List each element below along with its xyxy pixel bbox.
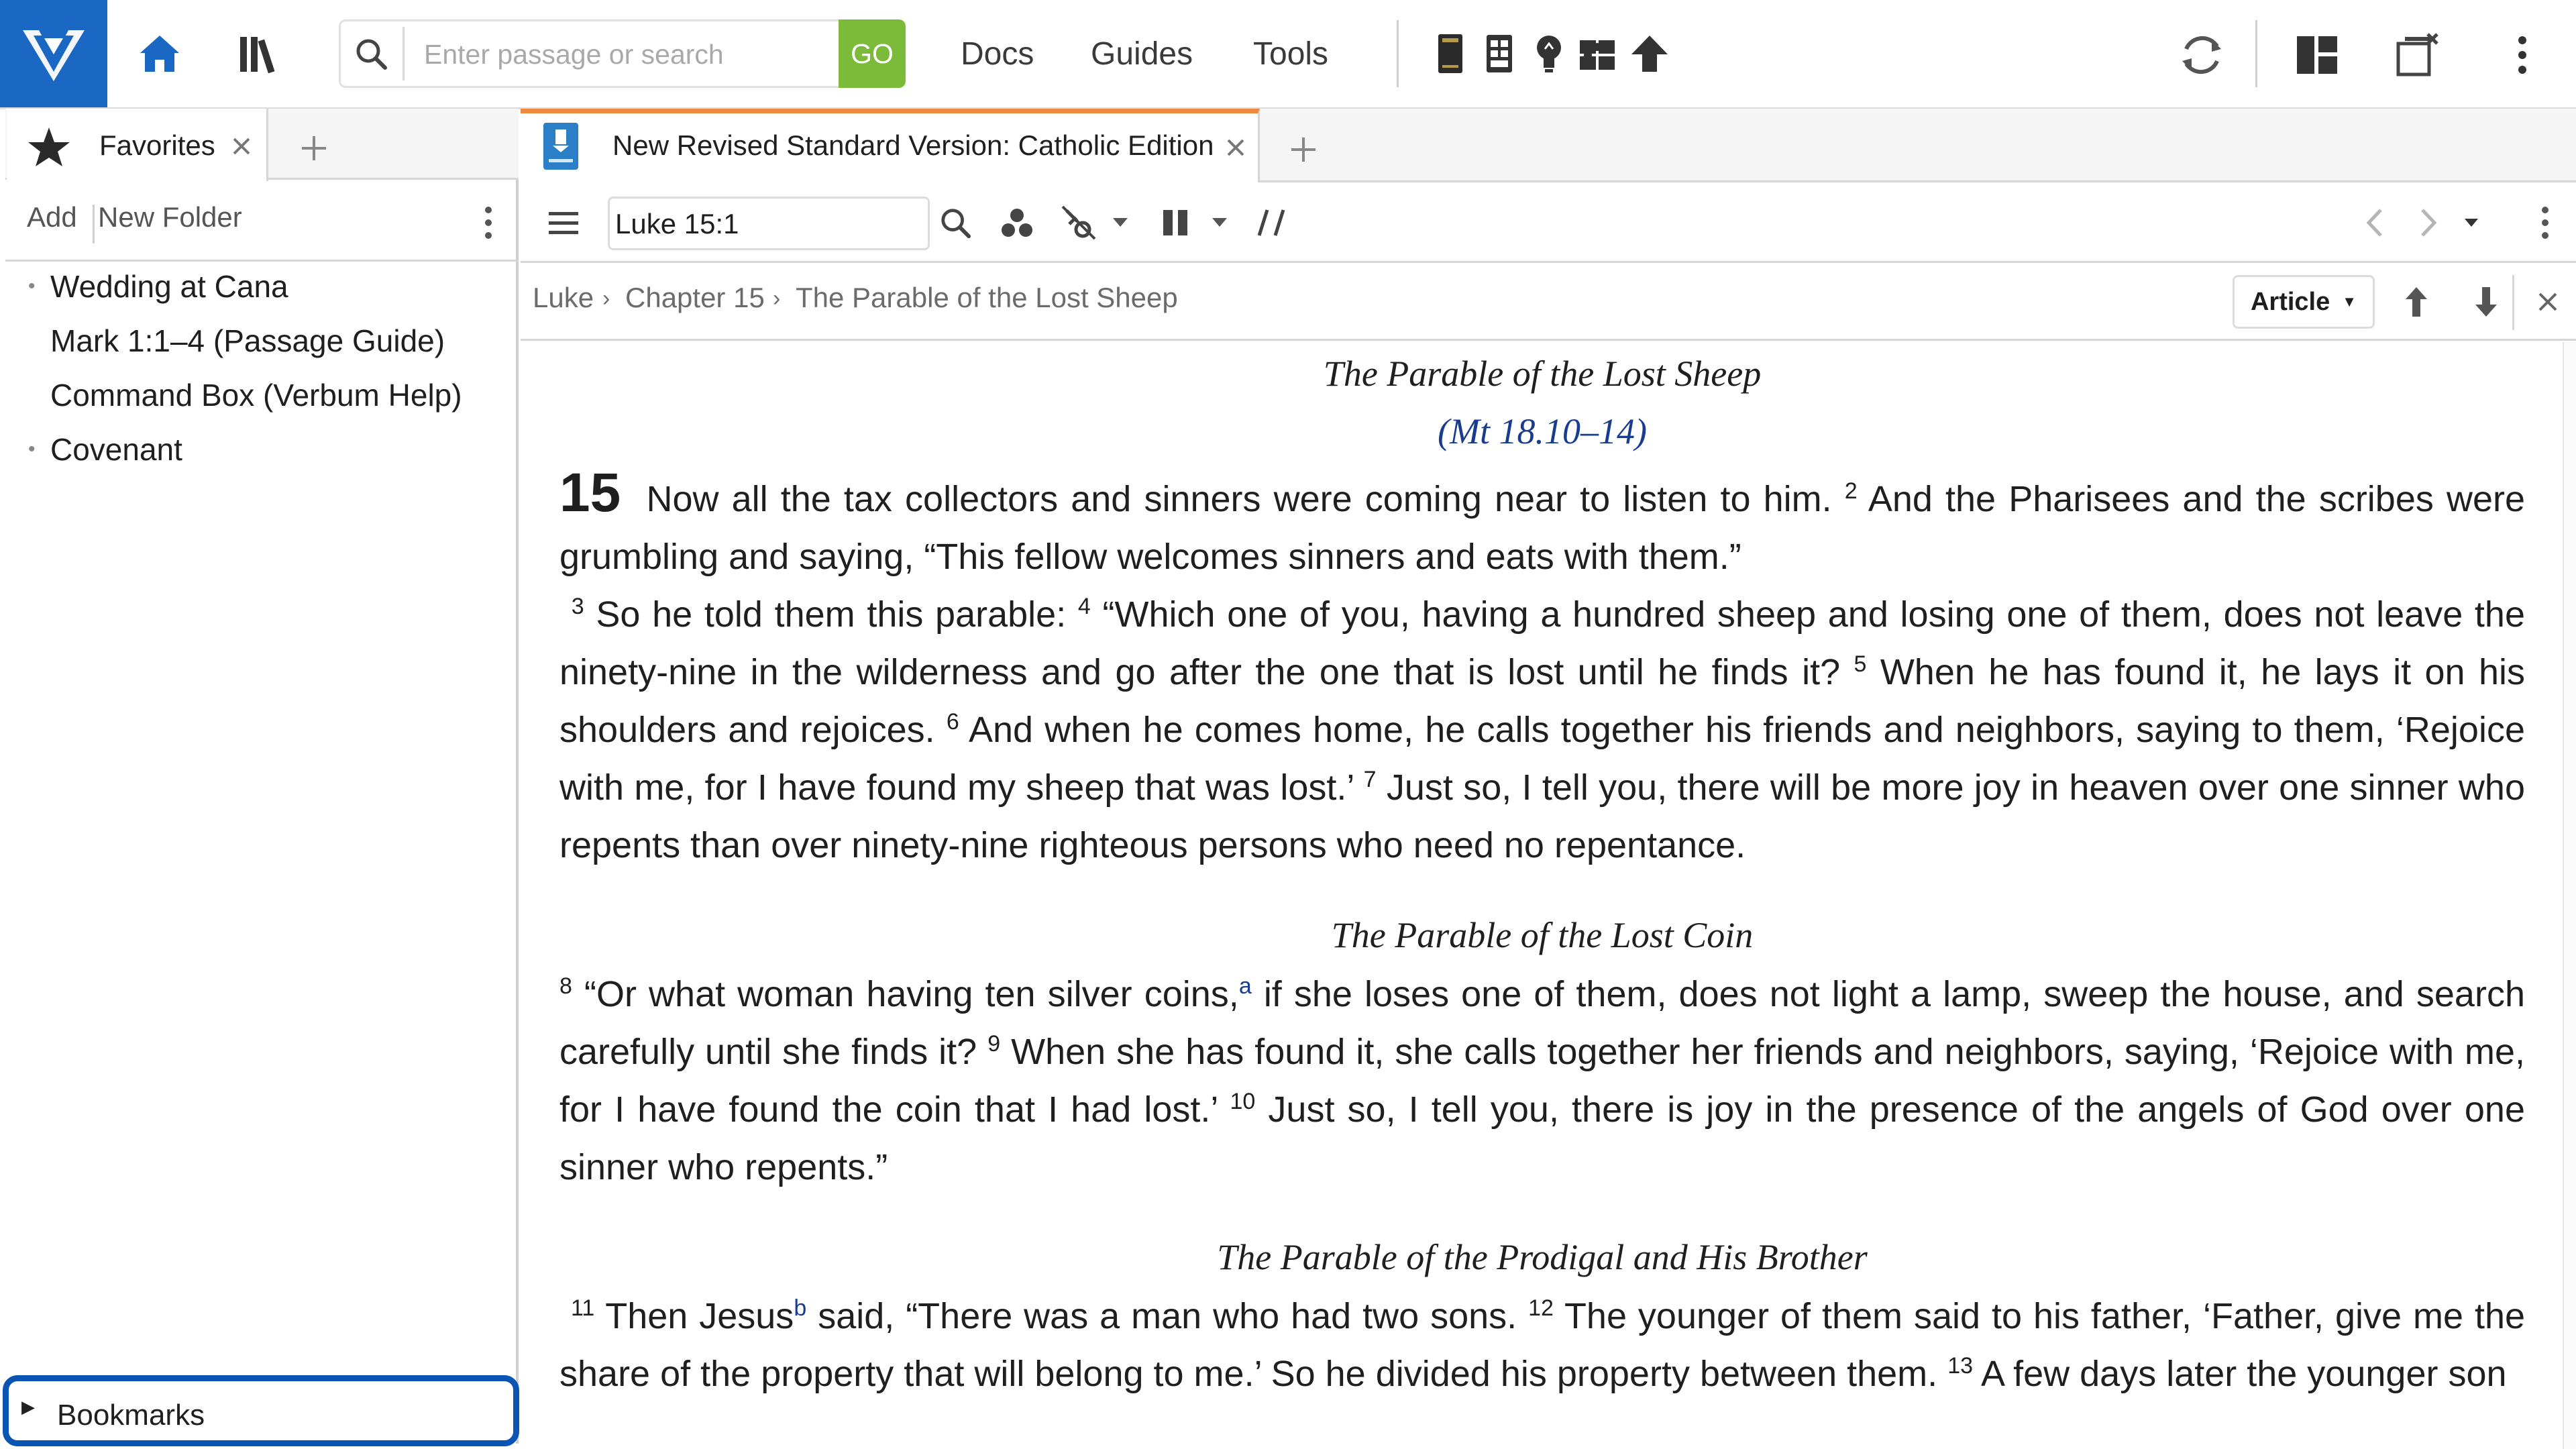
- next-article-icon[interactable]: [2467, 279, 2505, 325]
- favorites-more-icon[interactable]: [476, 201, 500, 244]
- dropdown-caret-icon[interactable]: [1208, 209, 1232, 236]
- toolbar-divider: [93, 205, 95, 244]
- verse-number[interactable]: 9: [987, 1031, 1001, 1057]
- verse-text: A few days later the younger son: [1981, 1354, 2507, 1394]
- document-tab-label: New Revised Standard Version: Catholic Edition: [612, 129, 1214, 161]
- history-dropdown-icon[interactable]: [2459, 212, 2483, 233]
- cross-reference[interactable]: (Mt 18.10–14): [1438, 411, 1647, 451]
- layout-shortcut-icon[interactable]: [1483, 30, 1516, 78]
- verse-text: Now all the tax collectors and sinners were coming near to listen to him.: [646, 479, 1832, 519]
- verse-text: Just so, I tell you, there is joy in the presence of the angels of God over one sinner who repents.”: [559, 1089, 2525, 1187]
- new-folder-button[interactable]: New Folder: [98, 201, 242, 233]
- tree-bullet-icon: •: [28, 275, 36, 297]
- lightbulb-icon[interactable]: [1532, 30, 1566, 78]
- book-cover-icon: [543, 123, 578, 170]
- tree-bullet-icon: •: [28, 438, 36, 460]
- go-button[interactable]: GO: [839, 19, 906, 88]
- reading-pane: [559, 342, 2525, 1449]
- panel-menu-icon[interactable]: [542, 201, 585, 244]
- section-heading: The Parable of the Lost Sheep: [1323, 354, 1762, 394]
- verse-text: “Which one of you, having a hundred sheep and losing one of them, does not leave the ninety-nine in the wilderness and go after the one that is lost until he finds it?: [559, 594, 2525, 692]
- book-shortcut-icon[interactable]: [1434, 30, 1466, 78]
- visual-filter-icon[interactable]: [996, 201, 1038, 244]
- verse-text: “Or what woman having ten silver coins,: [584, 974, 1239, 1014]
- scripture-paragraph: [559, 965, 2525, 1196]
- back-icon[interactable]: [2356, 201, 2394, 244]
- verse-number[interactable]: 6: [946, 709, 959, 735]
- verse-number[interactable]: 3: [571, 594, 584, 619]
- verse-text: And when he comes home, he calls together his friends and neighbors, saying to them, ‘Rejoice with me, for I have found my sheep that was lost.’: [559, 710, 2525, 808]
- scrollbar[interactable]: [2563, 342, 2576, 1449]
- dropdown-caret-icon: ▼: [2342, 293, 2357, 310]
- breadcrumb-section[interactable]: The Parable of the Lost Sheep: [796, 282, 1178, 313]
- menu-guides[interactable]: Guides: [1091, 36, 1193, 72]
- verse-number[interactable]: 5: [1854, 651, 1867, 677]
- forward-icon[interactable]: [2410, 201, 2447, 244]
- favorite-item[interactable]: Wedding at Cana: [50, 269, 288, 304]
- sync-icon[interactable]: [2174, 27, 2230, 83]
- panel-more-icon[interactable]: [2532, 201, 2559, 244]
- dropdown-caret-icon[interactable]: [1108, 209, 1132, 236]
- search-icon[interactable]: [349, 27, 393, 80]
- layouts-icon[interactable]: [2289, 28, 2345, 82]
- verse-number[interactable]: 2: [1844, 478, 1858, 504]
- add-favorite-button[interactable]: Add: [27, 201, 77, 233]
- search-in-resource-icon[interactable]: [934, 201, 977, 244]
- verse-text: Just so, I tell you, there will be more joy in heaven over one sinner who repents than over ninety-nine righteous persons who need no repentance.: [559, 767, 2525, 865]
- article-label: Article: [2250, 287, 2330, 316]
- more-options-icon[interactable]: [2502, 27, 2542, 83]
- verse-text: So he told them this parable:: [596, 594, 1067, 635]
- cross-reference-link[interactable]: Mt 18.10–14: [1450, 411, 1635, 451]
- breadcrumb-separator-icon: ›: [602, 286, 610, 311]
- footnote-marker[interactable]: a: [1238, 973, 1252, 999]
- section-heading: The Parable of the Prodigal and His Brother: [1217, 1237, 1868, 1277]
- scripture-paragraph: [559, 464, 2525, 586]
- add-tab-icon[interactable]: [1285, 131, 1322, 168]
- favorite-item[interactable]: Covenant: [50, 432, 182, 467]
- verse-number[interactable]: 12: [1528, 1295, 1554, 1321]
- close-tab-icon[interactable]: [1222, 133, 1249, 162]
- breadcrumb-book[interactable]: Luke: [533, 282, 594, 313]
- previous-article-icon[interactable]: [2398, 279, 2435, 325]
- link-set-icon[interactable]: [1057, 201, 1100, 244]
- home-icon[interactable]: [134, 27, 184, 80]
- scripture-paragraph: [559, 1287, 2525, 1403]
- upload-arrow-icon[interactable]: [1627, 30, 1672, 78]
- breadcrumb-chapter[interactable]: Chapter 15: [625, 282, 765, 313]
- footnote-marker[interactable]: b: [794, 1295, 807, 1321]
- toolbar-divider: [2255, 20, 2257, 87]
- verse-text: Then Jesus: [605, 1296, 794, 1336]
- search-divider: [402, 27, 405, 80]
- chapter-number: 15: [559, 462, 621, 523]
- parallel-passages-icon[interactable]: [1250, 201, 1293, 244]
- verse-number[interactable]: 8: [559, 973, 572, 999]
- library-icon[interactable]: [235, 27, 288, 80]
- search-input[interactable]: [423, 27, 835, 82]
- expand-caret-icon[interactable]: ▶: [21, 1397, 35, 1417]
- app-logo-icon[interactable]: [0, 0, 107, 107]
- verse-text: The younger of them said to his father, ‘Father, give me the share of the property that will belong to me.’ So he divided his property between them.: [559, 1296, 2525, 1394]
- close-toolbar-icon[interactable]: [2533, 284, 2563, 319]
- close-all-panels-icon[interactable]: [2390, 27, 2446, 83]
- favorites-tab-label: Favorites: [99, 129, 215, 161]
- verse-text: When he has found it, he lays it on his shoulders and rejoices.: [559, 652, 2525, 750]
- verse-text: And the Pharisees and the scribes were grumbling and saying, “This fellow welcomes sinners and eats with them.”: [559, 479, 2525, 577]
- article-dropdown-button[interactable]: [2233, 275, 2375, 329]
- favorite-item[interactable]: Command Box (Verbum Help): [50, 378, 462, 413]
- verse-text: if she loses one of them, does not light a lamp, sweep the house, and search carefully until she finds it?: [559, 974, 2525, 1072]
- toolbar-divider: [2512, 275, 2514, 330]
- section-heading: The Parable of the Lost Coin: [1331, 915, 1754, 955]
- parallel-resources-icon[interactable]: [1154, 201, 1197, 244]
- scripture-paragraph: [559, 586, 2525, 874]
- close-tab-icon[interactable]: [228, 131, 255, 161]
- verse-text: When she has found it, she calls together her friends and neighbors, saying, ‘Rejoice with me, for I have found the coin that I had lost.’: [559, 1032, 2525, 1130]
- breadcrumb-separator-icon: ›: [773, 286, 781, 311]
- verse-number[interactable]: 10: [1230, 1089, 1256, 1114]
- verse-number[interactable]: 4: [1077, 594, 1091, 619]
- puzzle-icon[interactable]: [1576, 30, 1619, 78]
- star-icon: [25, 123, 72, 170]
- toolbar-divider: [1397, 20, 1399, 87]
- reference-input[interactable]: [614, 200, 925, 248]
- add-tab-icon[interactable]: [295, 129, 333, 167]
- menu-docs[interactable]: Docs: [961, 36, 1034, 72]
- bookmarks-label: Bookmarks: [57, 1399, 205, 1432]
- verse-number[interactable]: 13: [1947, 1353, 1974, 1379]
- favorites-toolbar: [5, 181, 519, 262]
- menu-tools[interactable]: Tools: [1253, 36, 1329, 72]
- favorite-item[interactable]: Mark 1:1–4 (Passage Guide): [50, 323, 445, 358]
- verse-number[interactable]: 11: [570, 1295, 595, 1321]
- verse-number[interactable]: 7: [1363, 767, 1377, 792]
- verse-text: said, “There was a man who had two sons.: [818, 1296, 1517, 1336]
